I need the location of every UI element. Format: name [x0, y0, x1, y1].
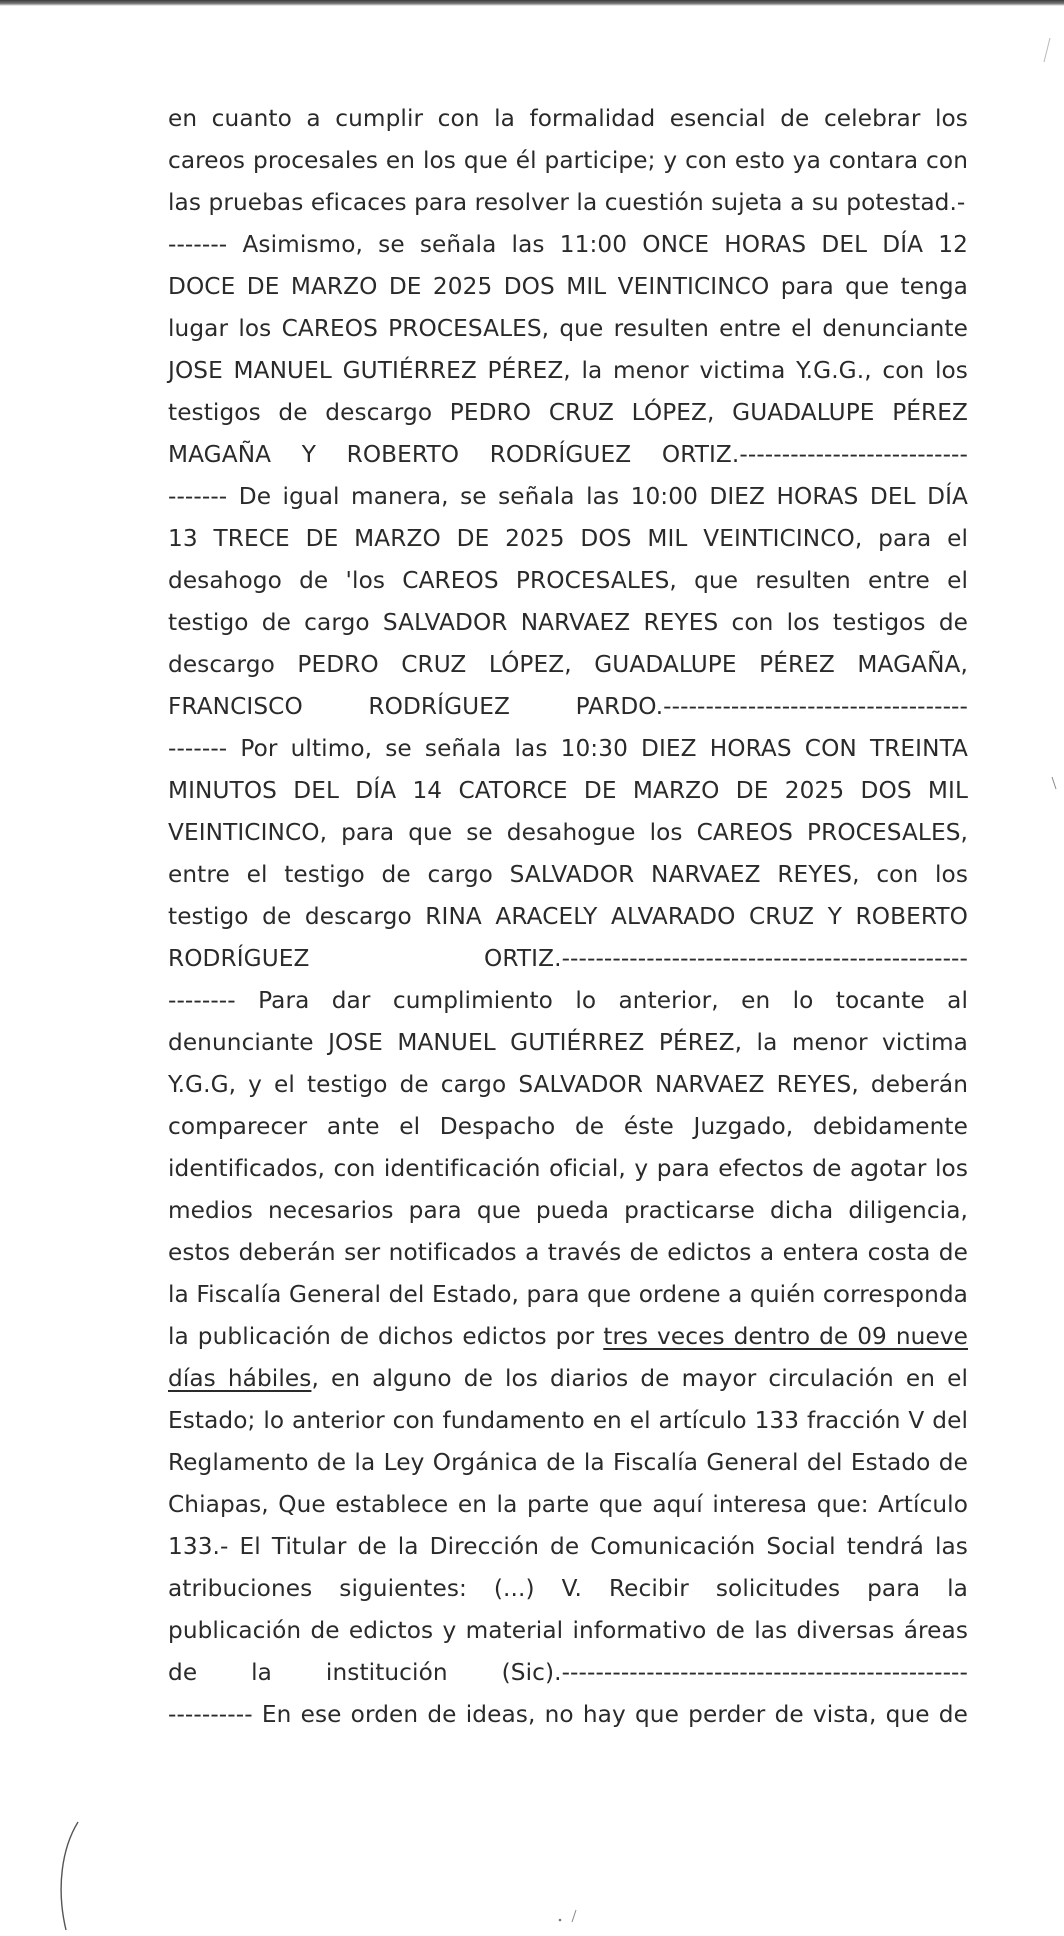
document-line: [168, 182, 968, 224]
document-line: [168, 518, 968, 560]
line-text: Chiapas, Que establece en la parte que aquí interesa que: Artículo: [168, 1491, 968, 1518]
document-line: [168, 854, 968, 896]
document-line: [168, 1652, 968, 1694]
line-text: testigo de descargo RINA ARACELY ALVARADO CRUZ Y ROBERTO: [168, 903, 968, 930]
line-text: atribuciones siguientes: (...) V. Recibir solicitudes para la: [168, 1575, 968, 1602]
document-line: [168, 1022, 968, 1064]
line-text: denunciante JOSE MANUEL GUTIÉRREZ PÉREZ, la menor victima: [168, 1029, 968, 1056]
line-text: testigos de descargo PEDRO CRUZ LÓPEZ, GUADALUPE PÉREZ: [168, 399, 968, 426]
scan-speck: [556, 1906, 586, 1926]
line-text: MAGAÑA Y ROBERTO RODRÍGUEZ ORTIZ.---------------------------: [168, 441, 968, 468]
line-text: identificados, con identificación oficial, y para efectos de agotar los: [168, 1155, 968, 1182]
line-text: estos deberán ser notificados a través de edictos a entera costa de: [168, 1239, 968, 1266]
document-line: [168, 1526, 968, 1568]
document-line: [168, 1064, 968, 1106]
line-text: DOCE DE MARZO DE 2025 DOS MIL VEINTICINCO para que tenga: [168, 273, 968, 300]
line-text: publicación de edictos y material informativo de las diversas áreas: [168, 1617, 968, 1644]
document-line: [168, 896, 968, 938]
document-line: [168, 434, 968, 476]
line-text: desahogo de 'los CAREOS PROCESALES, que resulten entre el: [168, 567, 968, 594]
line-text: en cuanto a cumplir con la formalidad esencial de celebrar los: [168, 105, 968, 132]
document-line: [168, 350, 968, 392]
document-line: [168, 224, 968, 266]
scan-top-edge: [0, 0, 1064, 6]
document-line: [168, 1274, 968, 1316]
document-line: [168, 560, 968, 602]
line-text: lugar los CAREOS PROCESALES, que resulten entre el denunciante: [168, 315, 968, 342]
line-text: ------- De igual manera, se señala las 10:00 DIEZ HORAS DEL DÍA: [168, 483, 968, 510]
line-text: JOSE MANUEL GUTIÉRREZ PÉREZ, la menor victima Y.G.G., con los: [168, 357, 968, 384]
scan-speck: [1050, 775, 1058, 791]
line-text: descargo PEDRO CRUZ LÓPEZ, GUADALUPE PÉREZ MAGAÑA,: [168, 651, 968, 678]
document-line: [168, 266, 968, 308]
line-text: las pruebas eficaces para resolver la cuestión sujeta a su potestad.-: [168, 189, 966, 216]
line-text: Reglamento de la Ley Orgánica de la Fiscalía General del Estado de: [168, 1449, 968, 1476]
document-line: [168, 1106, 968, 1148]
document-line: [168, 1610, 968, 1652]
document-line: [168, 1484, 968, 1526]
underlined-text: tres veces dentro de 09 nueve: [603, 1323, 968, 1350]
line-text: comparecer ante el Despacho de éste Juzgado, debidamente: [168, 1113, 968, 1140]
line-text: , en alguno de los diarios de mayor circulación en el: [311, 1365, 968, 1392]
line-text: ------- Asimismo, se señala las 11:00 ONCE HORAS DEL DÍA 12: [168, 231, 968, 258]
document-line: [168, 812, 968, 854]
line-text: Y.G.G, y el testigo de cargo SALVADOR NARVAEZ REYES, deberán: [168, 1071, 968, 1098]
scan-margin-mark: [54, 1818, 84, 1936]
document-line: [168, 980, 968, 1022]
line-text: ---------- En ese orden de ideas, no hay que perder de vista, que de: [168, 1701, 968, 1728]
document-body: [168, 98, 968, 1736]
scan-speck: [1040, 36, 1054, 66]
line-text: Estado; lo anterior con fundamento en el artículo 133 fracción V del: [168, 1407, 968, 1434]
line-text: MINUTOS DEL DÍA 14 CATORCE DE MARZO DE 2025 DOS MIL: [168, 777, 968, 804]
line-text: 13 TRECE DE MARZO DE 2025 DOS MIL VEINTICINCO, para el: [168, 525, 968, 552]
line-text: RODRÍGUEZ ORTIZ.------------------------------------------------: [168, 945, 968, 972]
document-line: [168, 98, 968, 140]
document-line: [168, 1148, 968, 1190]
document-line: [168, 1442, 968, 1484]
line-text: -------- Para dar cumplimiento lo anterior, en lo tocante al: [168, 987, 968, 1014]
document-line: [168, 308, 968, 350]
document-line: [168, 1694, 968, 1736]
document-line: [168, 644, 968, 686]
document-line: [168, 1316, 968, 1358]
line-text: testigo de cargo SALVADOR NARVAEZ REYES con los testigos de: [168, 609, 968, 636]
line-text: entre el testigo de cargo SALVADOR NARVAEZ REYES, con los: [168, 861, 968, 888]
line-text: la Fiscalía General del Estado, para que ordene a quién corresponda: [168, 1281, 968, 1308]
line-text: de la institución (Sic).------------------------------------------------: [168, 1659, 968, 1686]
document-line: [168, 1358, 968, 1400]
line-text: 133.- El Titular de la Dirección de Comunicación Social tendrá las: [168, 1533, 968, 1560]
document-line: [168, 728, 968, 770]
underlined-text: días hábiles: [168, 1365, 312, 1392]
line-text: medios necesarios para que pueda practicarse dicha diligencia,: [168, 1197, 968, 1224]
document-line: [168, 602, 968, 644]
document-line: [168, 770, 968, 812]
document-line: [168, 140, 968, 182]
document-line: [168, 1232, 968, 1274]
line-text: ------- Por ultimo, se señala las 10:30 DIEZ HORAS CON TREINTA: [168, 735, 968, 762]
line-text: FRANCISCO RODRÍGUEZ PARDO.------------------------------------: [168, 693, 968, 720]
document-line: [168, 1400, 968, 1442]
line-text: la publicación de dichos edictos por: [168, 1323, 604, 1350]
document-line: [168, 938, 968, 980]
document-line: [168, 476, 968, 518]
line-text: VEINTICINCO, para que se desahogue los CAREOS PROCESALES,: [168, 819, 968, 846]
document-line: [168, 1190, 968, 1232]
document-line: [168, 1568, 968, 1610]
line-text: careos procesales en los que él participe; y con esto ya contara con: [168, 147, 968, 174]
document-line: [168, 686, 968, 728]
document-line: [168, 392, 968, 434]
